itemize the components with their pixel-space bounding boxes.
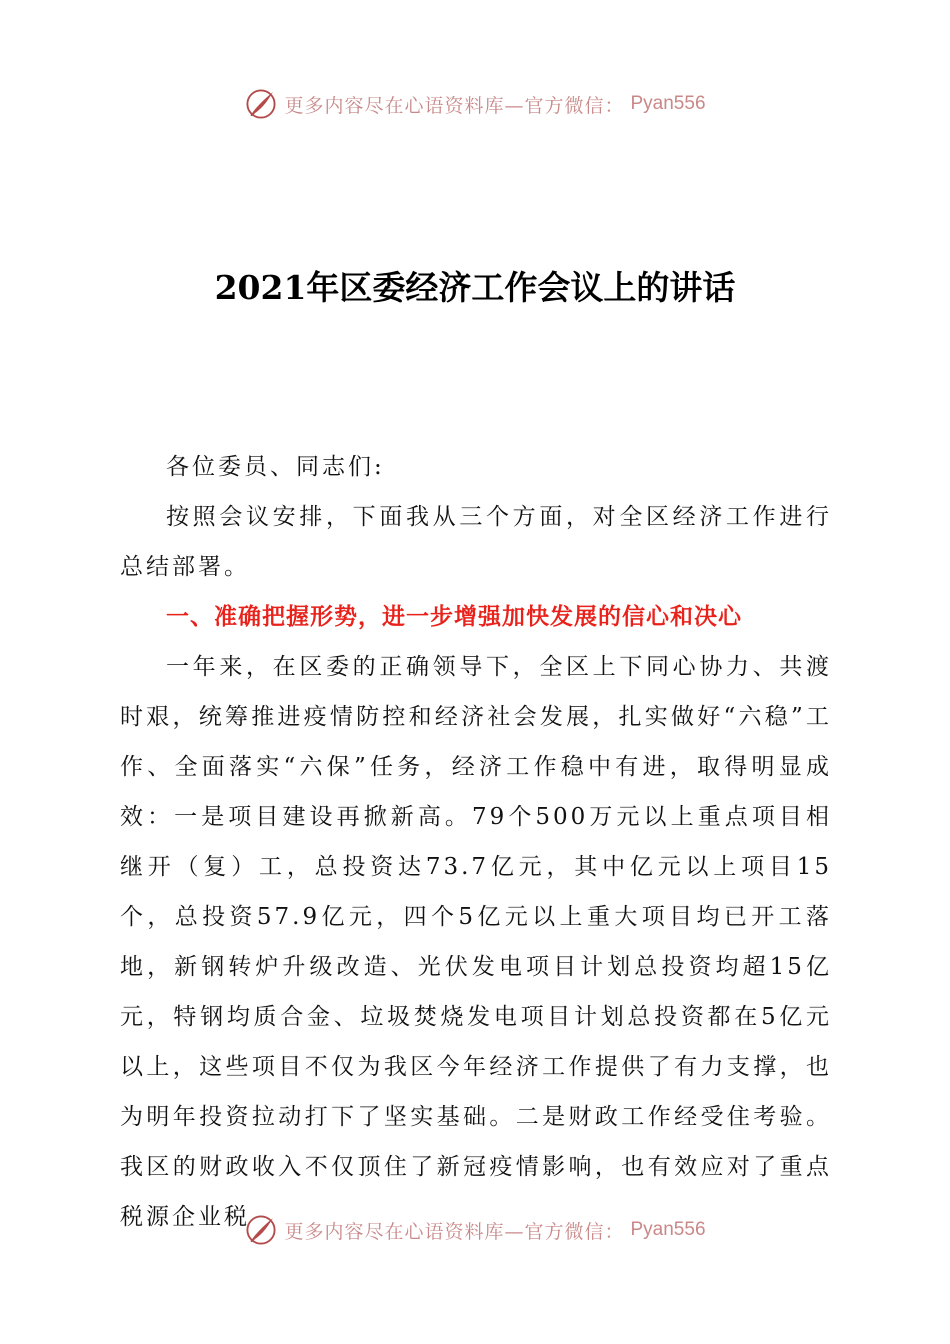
intro-paragraph: 按照会议安排，下面我从三个方面，对全区经济工作进行总结部署。 [120, 504, 832, 580]
watermark-wechat-id: Pyan556 [630, 1219, 706, 1240]
quill-logo-icon [244, 87, 278, 121]
section-1-paragraph: 一年来，在区委的正确领导下，全区上下同心协力、共渡时艰，统筹推进疫情防控和经济社会发展，扎实做好“六稳”工作、全面落实“六保”任务，经济工作稳中有进，取得明显成效：一是项目建设再掀新高。79个500万元以上重点项目相继开（复）工，总投资达73.7亿元，其中亿元以上项目15个，总投资57.9亿元，四个5亿元以上重大项目均已开工落地，新钢转炉升级改造、光伏发电项目计划总投资均超15亿元，特钢均质合金、垃圾焚烧发电项目计划总投资都在5亿元以上，这些项目不仅为我区今年经济工作提供了有力支撑，也为明年投资拉动打下了坚实基础。二是财政工作经受住考验。我区的财政收入不仅顶住了新冠疫情影响，也有效应对了重点税源企业税 [120, 654, 832, 1230]
section-heading-1: 一、准确把握形势，进一步增强加快发展的信心和决心 [166, 604, 742, 630]
salutation: 各位委员、同志们: [166, 454, 385, 480]
watermark-text: 更多内容尽在心语资料库—官方微信： [284, 94, 625, 117]
document-body [120, 442, 832, 1242]
watermark-banner-bottom [0, 1210, 950, 1250]
quill-logo-icon [244, 1213, 278, 1247]
watermark-text: 更多内容尽在心语资料库—官方微信： [284, 1220, 625, 1243]
watermark-banner-top [0, 84, 950, 124]
document-title: 2021年区委经济工作会议上的讲话 [214, 268, 736, 307]
watermark-wechat-id: Pyan556 [630, 93, 706, 114]
